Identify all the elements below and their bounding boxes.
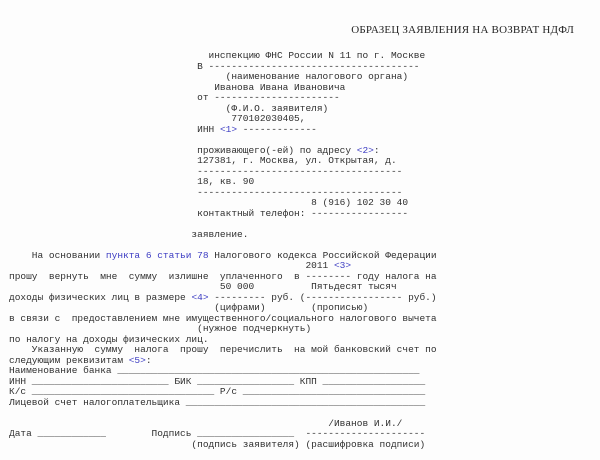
doc-text: от ----------------------	[9, 92, 340, 103]
doc-text: На основании	[9, 249, 106, 261]
doc-text: (цифрами) (прописью)	[9, 302, 369, 313]
doc-line	[9, 230, 437, 241]
doc-text: следующим реквизитам	[9, 354, 129, 366]
doc-text: Дата ____________ Подпись _________________ ---------------------	[9, 428, 426, 439]
doc-text: контактный телефон: -----------------	[9, 207, 409, 219]
doc-text: К/с ________________________________ Р/с ________________________________	[9, 386, 426, 397]
doc-text: (Ф.И.О. заявителя)	[9, 102, 329, 114]
doc-line	[9, 209, 437, 220]
doc-text: :	[373, 144, 380, 156]
doc-text: инспекцию ФНС России N 11 по г. Москве	[9, 50, 426, 61]
doc-text: (наименование налогового органа)	[9, 71, 409, 82]
doc-text: 770102030405,	[9, 113, 306, 124]
doc-text: прошу вернуть мне сумму излишне уплаченного в -------- году налога на	[9, 270, 437, 282]
doc-text: 18, кв. 90	[9, 176, 255, 187]
doc-text: в связи с предоставлением мне имущественного/социального налогового вычета	[9, 312, 437, 324]
doc-text: Наименование банка _____________________________________________________	[9, 365, 420, 376]
doc-text: ИНН	[9, 123, 220, 135]
doc-text: проживающего(-ей) по адресу	[9, 144, 357, 156]
footnote-ref: <1>	[219, 123, 238, 135]
footnote-ref: <5>	[128, 354, 146, 366]
doc-text: доходы физических лиц в размере	[9, 291, 192, 303]
document-body	[9, 51, 437, 450]
doc-text: заявление.	[9, 228, 249, 240]
doc-text: ИНН ________________________ БИК _________________ КПП __________________	[9, 375, 426, 387]
doc-line	[9, 398, 437, 409]
footnote-ref: <3>	[333, 260, 352, 271]
footnote-ref: <4>	[191, 291, 209, 303]
doc-line	[9, 125, 437, 136]
doc-text: 8 (916) 102 30 40	[9, 197, 409, 208]
doc-text: 127381, г. Москва, ул. Открытая, д.	[9, 155, 397, 166]
law-reference-link[interactable]: пункта 6 статьи 78	[105, 249, 209, 261]
doc-text: ------------------------------------	[9, 165, 403, 177]
doc-text: /Иванов И.И./	[9, 417, 403, 429]
doc-text: Иванова Ивана Ивановича	[9, 81, 346, 93]
doc-text: -------------	[237, 123, 317, 135]
document-title: ОБРАЗЕЦ ЗАЯВЛЕНИЯ НА ВОЗВРАТ НДФЛ	[351, 24, 574, 36]
doc-line	[9, 440, 437, 451]
doc-text: Указанную сумму налога прошу перечислить на мой банковский счет по	[9, 344, 437, 355]
footnote-ref: <2>	[356, 144, 374, 156]
doc-text: :	[145, 354, 152, 366]
doc-text: (подпись заявителя) (расшифровка подписи)	[9, 438, 426, 450]
doc-text: Лицевой счет налогоплательщика __________________________________________	[9, 396, 426, 408]
doc-text: 2011	[9, 260, 334, 271]
doc-text: В -------------------------------------	[9, 60, 420, 72]
doc-text: 50 000 Пятьдесят тысяч	[9, 281, 397, 292]
doc-text: Налогового кодекса Российской Федерации	[208, 249, 437, 261]
doc-text: (нужное подчеркнуть)	[9, 323, 312, 334]
doc-text: по налогу на доходы физических лиц.	[9, 333, 209, 345]
doc-text: ------------------------------------	[9, 186, 403, 198]
doc-text: --------- руб. (----------------- руб.)	[208, 291, 437, 303]
